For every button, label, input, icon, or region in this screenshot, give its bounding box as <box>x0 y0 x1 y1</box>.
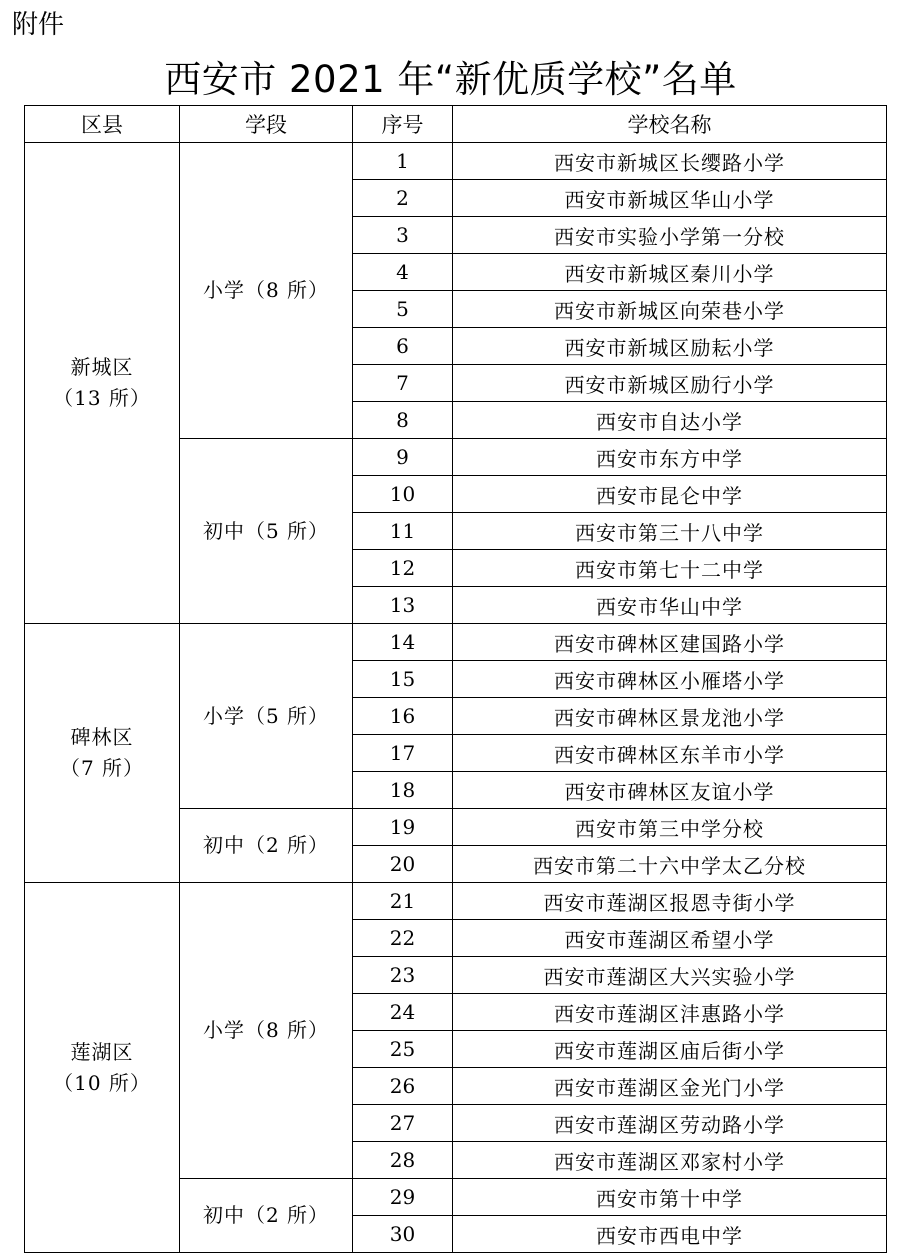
school-number: 25 <box>353 1031 453 1068</box>
school-name: 西安市莲湖区邓家村小学 <box>453 1142 887 1179</box>
table-row <box>25 624 887 661</box>
school-name: 西安市西电中学 <box>453 1216 887 1253</box>
school-name: 西安市华山中学 <box>453 587 887 624</box>
school-name: 西安市新城区向荣巷小学 <box>453 291 887 328</box>
school-number: 29 <box>353 1179 453 1216</box>
school-name: 西安市新城区长缨路小学 <box>453 143 887 180</box>
school-name: 西安市碑林区友谊小学 <box>453 772 887 809</box>
school-number: 30 <box>353 1216 453 1253</box>
district-cell <box>25 883 180 1253</box>
school-name: 西安市碑林区小雁塔小学 <box>453 661 887 698</box>
stage-cell: 初中（2 所） <box>180 809 353 883</box>
school-number: 21 <box>353 883 453 920</box>
school-number: 15 <box>353 661 453 698</box>
school-name: 西安市昆仑中学 <box>453 476 887 513</box>
stage-cell: 小学（5 所） <box>180 624 353 809</box>
school-number: 1 <box>353 143 453 180</box>
attachment-label: 附件 <box>12 10 65 40</box>
school-number: 4 <box>353 254 453 291</box>
school-name: 西安市第十中学 <box>453 1179 887 1216</box>
school-name: 西安市新城区华山小学 <box>453 180 887 217</box>
school-number: 13 <box>353 587 453 624</box>
district-cell <box>25 143 180 624</box>
district-count: （13 所） <box>53 386 151 410</box>
school-number: 16 <box>353 698 453 735</box>
school-name: 西安市莲湖区沣惠路小学 <box>453 994 887 1031</box>
page-title: 西安市 2021 年“新优质学校”名单 <box>164 58 737 101</box>
school-name: 西安市碑林区建国路小学 <box>453 624 887 661</box>
school-name: 西安市第七十二中学 <box>453 550 887 587</box>
school-number: 14 <box>353 624 453 661</box>
school-name: 西安市新城区励耘小学 <box>453 328 887 365</box>
school-number: 26 <box>353 1068 453 1105</box>
school-list-table <box>24 105 887 1253</box>
school-number: 27 <box>353 1105 453 1142</box>
school-name: 西安市莲湖区大兴实验小学 <box>453 957 887 994</box>
district-name: 新城区 <box>70 355 134 379</box>
table-header <box>25 106 887 143</box>
school-name: 西安市莲湖区金光门小学 <box>453 1068 887 1105</box>
school-name: 西安市实验小学第一分校 <box>453 217 887 254</box>
district-cell <box>25 624 180 883</box>
school-name: 西安市莲湖区报恩寺街小学 <box>453 883 887 920</box>
school-number: 28 <box>353 1142 453 1179</box>
column-header-school-name: 学校名称 <box>453 106 887 143</box>
school-name: 西安市碑林区东羊市小学 <box>453 735 887 772</box>
table-body <box>25 143 887 1253</box>
school-name: 西安市新城区励行小学 <box>453 365 887 402</box>
table-row <box>25 883 887 920</box>
school-name: 西安市莲湖区庙后街小学 <box>453 1031 887 1068</box>
district-name: 碑林区 <box>70 725 134 749</box>
stage-cell: 初中（5 所） <box>180 439 353 624</box>
school-number: 8 <box>353 402 453 439</box>
stage-cell: 初中（2 所） <box>180 1179 353 1253</box>
school-number: 3 <box>353 217 453 254</box>
school-name: 西安市莲湖区希望小学 <box>453 920 887 957</box>
school-number: 22 <box>353 920 453 957</box>
header-row <box>25 106 887 143</box>
column-header-district: 区县 <box>25 106 180 143</box>
school-name: 西安市新城区秦川小学 <box>453 254 887 291</box>
school-number: 11 <box>353 513 453 550</box>
school-number: 9 <box>353 439 453 476</box>
school-name: 西安市莲湖区劳动路小学 <box>453 1105 887 1142</box>
school-number: 10 <box>353 476 453 513</box>
school-number: 18 <box>353 772 453 809</box>
school-number: 17 <box>353 735 453 772</box>
school-number: 23 <box>353 957 453 994</box>
column-header-number: 序号 <box>353 106 453 143</box>
school-number: 6 <box>353 328 453 365</box>
school-number: 20 <box>353 846 453 883</box>
school-name: 西安市自达小学 <box>453 402 887 439</box>
school-number: 5 <box>353 291 453 328</box>
school-number: 24 <box>353 994 453 1031</box>
stage-cell: 小学（8 所） <box>180 883 353 1179</box>
school-number: 2 <box>353 180 453 217</box>
school-number: 12 <box>353 550 453 587</box>
school-name: 西安市东方中学 <box>453 439 887 476</box>
table-row <box>25 143 887 180</box>
school-number: 19 <box>353 809 453 846</box>
school-number: 7 <box>353 365 453 402</box>
stage-cell: 小学（8 所） <box>180 143 353 439</box>
school-name: 西安市第三十八中学 <box>453 513 887 550</box>
district-count: （7 所） <box>59 756 145 780</box>
school-name: 西安市第二十六中学太乙分校 <box>453 846 887 883</box>
column-header-stage: 学段 <box>180 106 353 143</box>
district-name: 莲湖区 <box>70 1039 134 1064</box>
school-name: 西安市第三中学分校 <box>453 809 887 846</box>
district-count: （10 所） <box>53 1070 151 1095</box>
school-name: 西安市碑林区景龙池小学 <box>453 698 887 735</box>
